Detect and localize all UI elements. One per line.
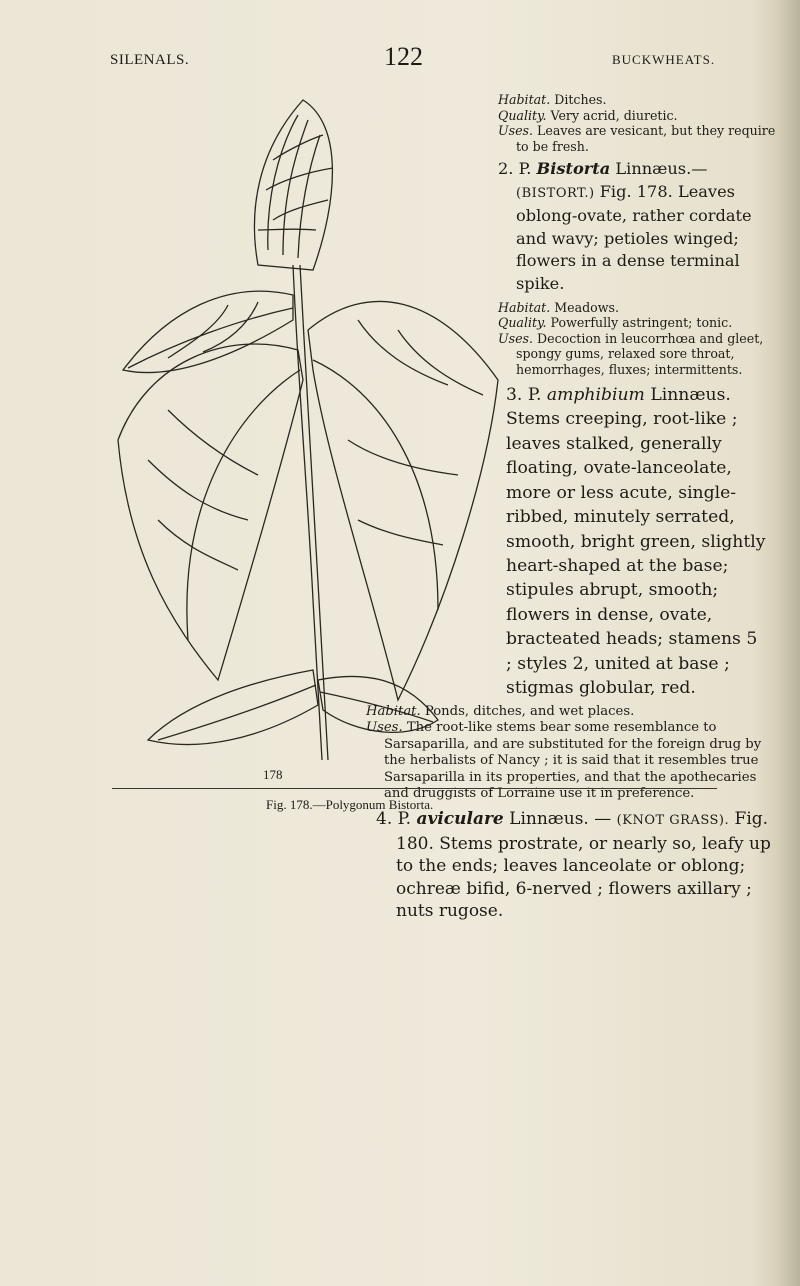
habitat-text: Ponds, ditches, and wet places. [424, 704, 635, 719]
uses-label: Uses. [498, 123, 533, 138]
figure-caption: Fig. 178.—Polygonum Bistorta. [266, 797, 434, 812]
habitat-label: Habitat. [498, 92, 551, 107]
leaf-upper-left [123, 291, 293, 372]
entry-1-notes [498, 92, 780, 154]
entry-3-number: 3. P. [506, 385, 542, 406]
entry-4-author: Linnæus. — [509, 809, 612, 830]
uses-text: Leaves are vesicant, but they require to be fresh. [516, 123, 776, 154]
entry-2-desc: Leaves oblong-ovate, rather cordate and wavy; petioles winged; flowers in a dense terminal spike. [516, 181, 752, 293]
habitat-label: Habitat. [366, 704, 421, 719]
leaf-right-long [308, 301, 498, 700]
text-column-upper [498, 92, 780, 700]
entry-3-author: Linnæus. [650, 385, 731, 406]
quality-label: Quality. [498, 107, 547, 123]
divider-rule [112, 788, 717, 789]
habitat-text: Ditches. [554, 92, 607, 107]
stem [293, 265, 328, 760]
entry-4-desc: Stems prostrate, or nearly so, leafy up to the ends; leaves lanceolate or oblong; ochreæ bifid, 6-nerved ; flowers axillary ; nuts rugose. [396, 833, 771, 922]
entry-4-fig: Fig. 180. [396, 809, 769, 854]
uses-text: The root-like stems bear some resemblance to Sarsaparilla, and are substituted for the foreign drug by the herbalists of Nancy ; it is said that it resembles true Sarsaparilla in its properties, and that the apothecaries and druggists of Lorraine use it in preference. [384, 720, 762, 802]
entry-4-name: aviculare [416, 809, 504, 830]
uses-label: Uses. [498, 330, 533, 346]
entry-2-author: Linnæus.— [615, 159, 708, 178]
entry-4-description [366, 808, 791, 923]
uses-text: Decoction in leucorrhœa and gleet, spongy gums, relaxed sore throat, hemorrhages, fluxes; intermittents. [516, 330, 764, 377]
entry-2-name: Bistorta [536, 159, 611, 178]
entry-2-fig: Fig. 178. [599, 181, 673, 201]
leaf-lower-left [148, 670, 318, 745]
entry-3-name: amphibium [546, 385, 645, 406]
quality-text: Powerfully astringent; tonic. [550, 315, 733, 331]
entry-3-desc: Stems creeping, root-like ; leaves stalked, generally floating, ovate-lanceolate, more or less acute, single-ribbed, minutely serrated, smooth, bright green, slightly heart-shaped at the base; stipules abrupt, smooth; flowers in dense, ovate, bracteated heads; stamens 5 ; styles 2, united at base ; stigmas globular, red. [506, 409, 766, 698]
entry-2-description [498, 158, 780, 296]
habitat-text: Meadows. [554, 299, 619, 315]
entry-2-common-name: (BISTORT.) [516, 185, 595, 201]
text-column-lower [366, 704, 786, 923]
running-head-right: BUCKWHEATS. [612, 52, 716, 67]
entry-4-number: 4. P. [376, 809, 412, 830]
polygonum-bistorta-illustration [108, 80, 508, 760]
habitat-label: Habitat. [498, 299, 551, 315]
entry-2-notes [498, 300, 780, 378]
running-head-left: SILENALS. [110, 52, 190, 68]
flower-spike [254, 100, 333, 270]
quality-label: Quality. [498, 315, 547, 331]
quality-text: Very acrid, diuretic. [550, 107, 678, 123]
entry-4-common-name: (KNOT GRASS). [616, 813, 730, 829]
entry-3-description [506, 383, 768, 700]
leaf-left-long [118, 344, 303, 680]
entry-2-number: 2. P. [498, 159, 532, 178]
page-number: 122 [384, 42, 423, 71]
uses-label: Uses. [366, 720, 403, 736]
plate-number: 178 [263, 767, 283, 782]
